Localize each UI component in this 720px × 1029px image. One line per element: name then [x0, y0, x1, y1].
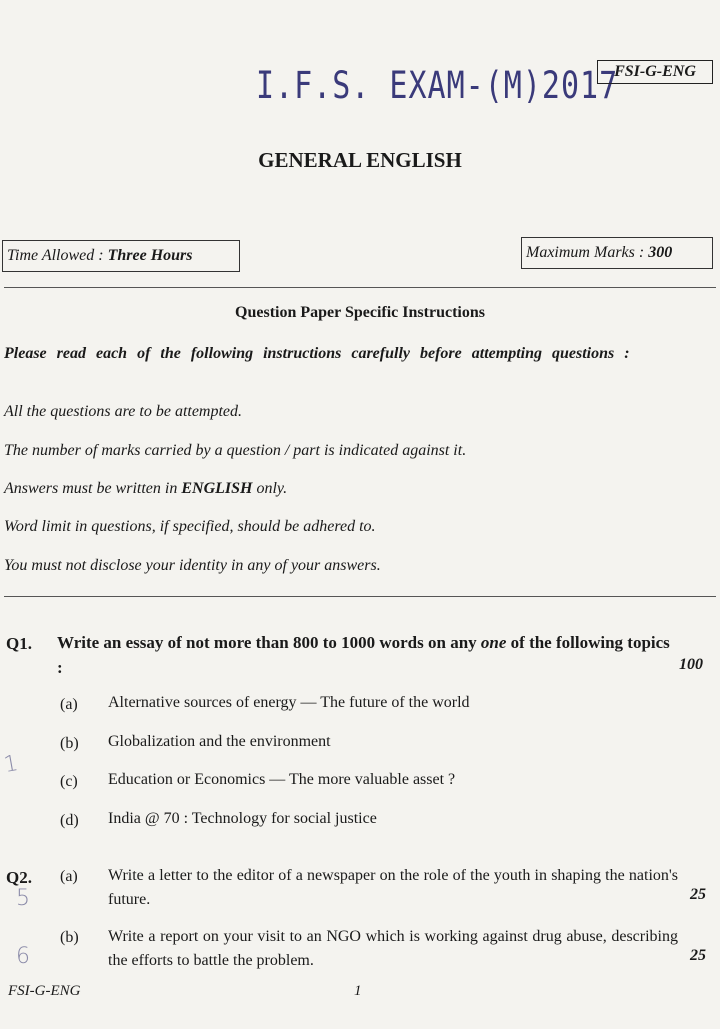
option-label: (b) [60, 735, 79, 752]
instructions-heading: Question Paper Specific Instructions [235, 304, 485, 321]
instruction-emphasis: ENGLISH [181, 480, 253, 497]
option-label: (d) [60, 812, 79, 829]
question-marks: 100 [679, 656, 703, 673]
time-value: Three Hours [107, 247, 193, 264]
instructions-lead: Please read each of the following instructions carefully before attempting questions : [4, 345, 630, 362]
handwritten-mark: 6 [16, 944, 30, 969]
option-text: Education or Economics — The more valuable asset ? [108, 771, 456, 788]
question-number: Q1. [6, 634, 32, 653]
paper-code-box: FSI-G-ENG [597, 60, 713, 84]
time-label: Time Allowed : [7, 247, 108, 264]
instruction-text: Answers must be written in [4, 480, 182, 497]
instruction-item [4, 480, 287, 498]
option-text: Alternative sources of energy — The future of the world [108, 694, 470, 711]
question-emphasis: one [480, 633, 507, 652]
divider-bottom [4, 596, 716, 597]
part-text: Write a report on your visit to an NGO which is working against drug abuse, describing the efforts to battle the problem. [108, 928, 678, 969]
handwritten-mark: 5 [16, 886, 30, 911]
question-text [57, 630, 677, 680]
marks-value: 300 [648, 244, 673, 261]
footer-code: FSI-G-ENG [8, 983, 81, 999]
option-text: India @ 70 : Technology for social justice [108, 810, 377, 827]
instruction-item: Word limit in questions, if specified, should be adhered to. [4, 518, 376, 535]
question-text-part: of the following topics : [57, 633, 670, 677]
part-marks: 25 [690, 886, 706, 903]
page-number: 1 [354, 983, 362, 999]
option-label: (a) [60, 696, 78, 713]
question-text-part: Write an essay of not more than 800 to 1000 words on any [57, 633, 481, 652]
exam-stamp: I.F.S. EXAM-(M)2017 [256, 64, 619, 108]
marks-label: Maximum Marks : [526, 244, 649, 261]
instruction-item: The number of marks carried by a question / part is indicated against it. [4, 442, 467, 459]
instruction-item: You must not disclose your identity in any of your answers. [4, 557, 381, 574]
option-text: Globalization and the environment [108, 733, 331, 750]
divider-top [4, 287, 716, 288]
handwritten-mark: 1 [1, 750, 21, 779]
part-label: (a) [60, 868, 78, 885]
part-marks: 25 [690, 947, 706, 964]
option-label: (c) [60, 773, 78, 790]
part-text: Write a letter to the editor of a newspaper on the role of the youth in shaping the nation's future. [108, 867, 678, 908]
time-allowed-box [2, 240, 240, 272]
part-label: (b) [60, 929, 79, 946]
instruction-text: only. [252, 480, 288, 497]
instruction-item: All the questions are to be attempted. [4, 403, 243, 420]
maximum-marks-box [521, 237, 713, 269]
paper-title: GENERAL ENGLISH [258, 148, 462, 172]
question-number: Q2. [6, 868, 32, 887]
